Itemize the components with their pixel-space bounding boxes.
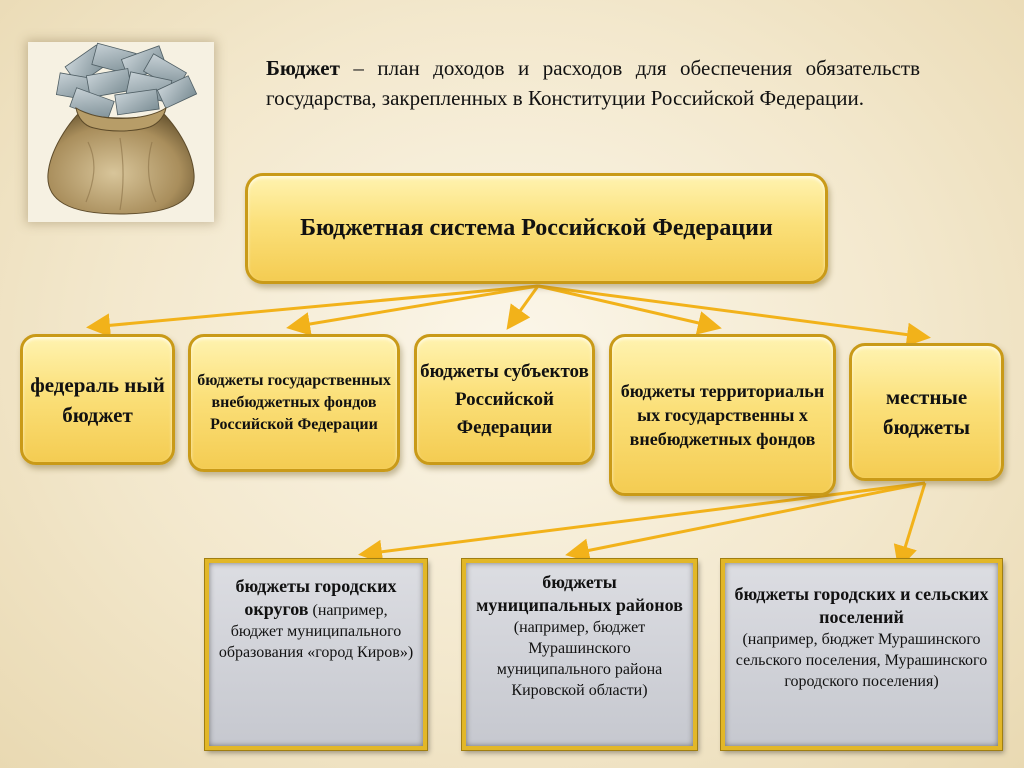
- city-districts-box: [205, 559, 427, 750]
- federal-budget-label: федераль ный бюджет: [30, 372, 165, 427]
- money-bag-icon: [28, 42, 214, 222]
- arrow-to-territorial-funds: [538, 286, 716, 327]
- state-extrabudgetary-funds-label: бюджеты государственных внебюджетных фондов Российской Федерации: [197, 372, 391, 433]
- city-districts-title: бюджеты городских округов: [235, 576, 397, 619]
- municipal-districts-box: [462, 559, 697, 750]
- municipal-districts-note: (например, бюджет Мурашинского муниципального района Кировской области): [496, 619, 663, 699]
- arrow-to-state-funds: [292, 286, 538, 327]
- local-budgets-box: [849, 343, 1004, 481]
- settlements-box: [721, 559, 1002, 750]
- arrow-to-local: [538, 286, 925, 337]
- city-districts-note: (например, бюджет муниципального образования «город Киров»): [218, 602, 414, 661]
- budget-system-box: [245, 173, 828, 284]
- definition-term: Бюджет: [266, 56, 340, 80]
- local-budgets-label: местные бюджеты: [883, 385, 970, 439]
- territorial-funds-label: бюджеты территориальн ых государственны х внебюджетных фондов: [620, 381, 825, 449]
- money-bag-image: [28, 42, 214, 222]
- budget-definition: [266, 53, 920, 113]
- municipal-districts-title: бюджеты муниципальных районов: [476, 572, 683, 615]
- settlements-title: бюджеты городских и сельских поселений: [734, 584, 989, 627]
- territorial-funds-box: [609, 334, 836, 496]
- settlements-note: (например, бюджет Мурашинского сельского поселения, Мурашинского городского поселения): [735, 631, 988, 690]
- federal-budget-box: [20, 334, 175, 465]
- budget-system-label: Бюджетная система Российской Федерации: [300, 215, 773, 241]
- arrow-to-federal: [92, 286, 538, 327]
- subject-budgets-box: [414, 334, 595, 465]
- arrow-to-subjects: [510, 286, 538, 325]
- state-extrabudgetary-funds-box: [188, 334, 400, 472]
- definition-text: – план доходов и расходов для обеспечения обязательств государства, закрепленных в Конституции Российской Федерации.: [266, 56, 920, 110]
- subject-budgets-label: бюджеты субъектов Российской Федерации: [420, 360, 589, 438]
- arrow-to-settlements: [900, 483, 925, 564]
